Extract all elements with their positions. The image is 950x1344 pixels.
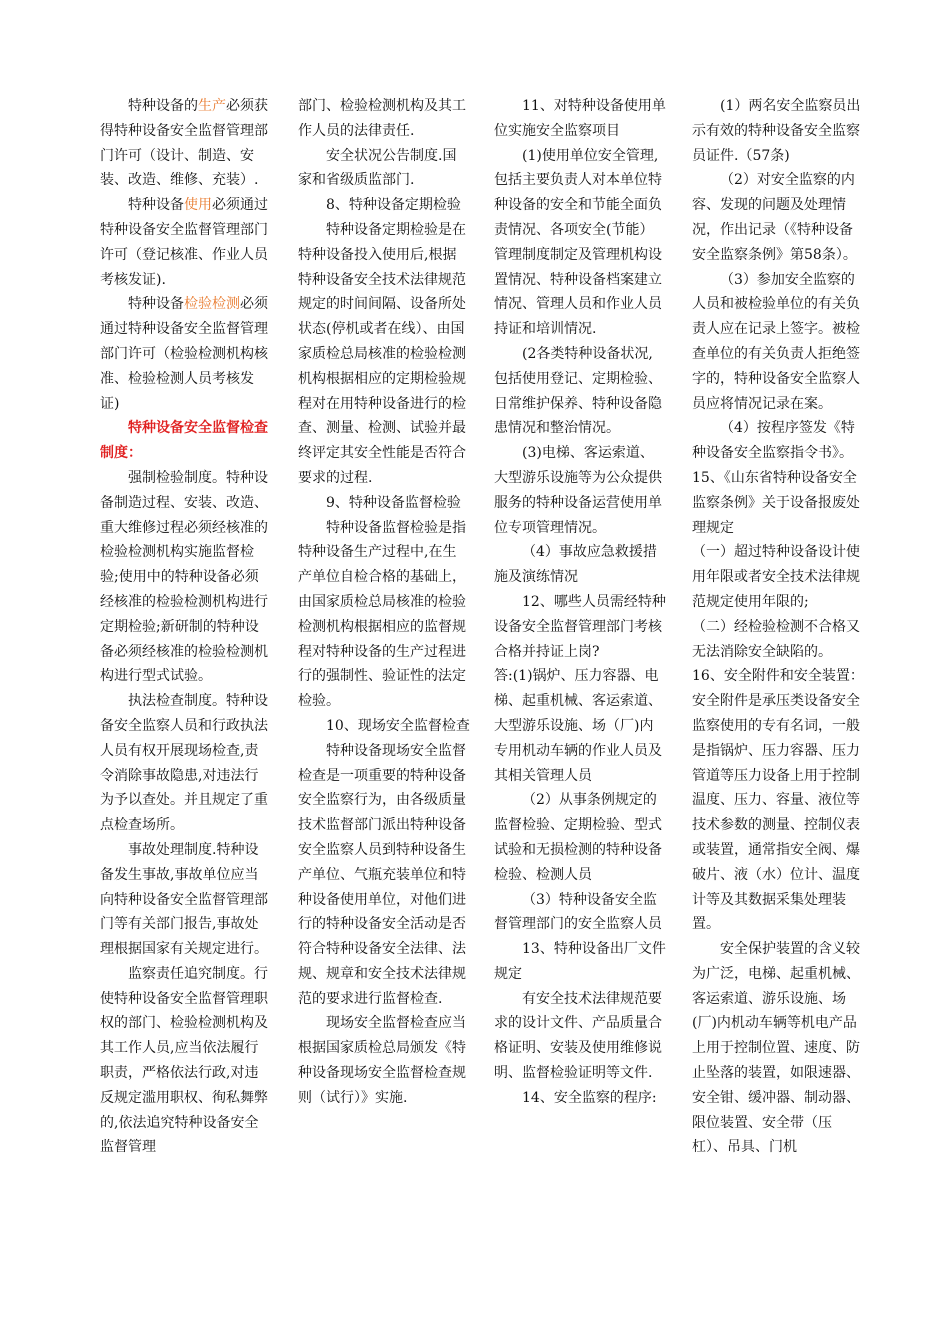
paragraph-onsite-rules: 现场安全监督检查应当根据国家质检总局颁发《特种设备现场安全监督检查规则（试行）》实施. bbox=[298, 1015, 466, 1106]
paragraph-scrap-1: （一）超过特种设备设计使用年限或者安全技术法律规范规定使用年限的; bbox=[692, 544, 860, 610]
column-4 bbox=[692, 94, 866, 1160]
text: 特种设备的 bbox=[128, 98, 198, 114]
section-heading-supervision-system: 特种设备安全监督检查制度： bbox=[100, 420, 268, 462]
highlight-use: 使用 bbox=[184, 197, 212, 214]
paragraph-item-2: (2各类特种设备状况,包括使用登记、定期检验、日常维护保养、特种设备隐患情况和整治情况。 bbox=[494, 345, 662, 437]
paragraph-continuation: 部门、检验检测机构及其工作人员的法律责任. bbox=[298, 98, 466, 139]
paragraph-answer-2: （2）从事条例规定的监督检验、定期检验、型式试验和无损检测的特种设备检验、检测人员 bbox=[494, 792, 662, 883]
paragraph-item-3: (3)电梯、客运索道、大型游乐设施等为公众提供服务的特种设备运营使用单位专项管理情况。 bbox=[494, 445, 662, 536]
heading-factory-documents: 13、特种设备出厂文件规定 bbox=[494, 941, 666, 982]
text: 必须获得特种设备安全监督管理部门许可（设计、制造、安装、改造、维修、充装）. bbox=[100, 98, 268, 189]
paragraph-scrap-2: （二）经检验检测不合格又无法消除安全缺陷的。 bbox=[692, 618, 860, 660]
paragraph-inspection-permit bbox=[100, 292, 268, 416]
paragraph-procedure-1: (1）两名安全监察员出示有效的特种设备安全监察员证件.（57条) bbox=[692, 98, 861, 164]
paragraph-procedure-4: （4）按程序签发《特种设备安全监察指令书》。 bbox=[692, 420, 855, 462]
paragraph-use-permit bbox=[100, 193, 268, 292]
paragraph-periodic-inspection: 特种设备定期检验是在特种设备投入使用后,根据特种设备安全技术法律规范规定的时间间隔、设备所处状态(停机或者在线）、由国家质检总局核准的检验检测机构根据相应的定期检验规程对在用特种设备进行的检查、测量、检测、试验并最终评定其安全性能是否符合要求的过程. bbox=[298, 221, 466, 486]
column-1 bbox=[100, 94, 268, 1160]
paragraph-procedure-2: （2）对安全监察的内容、发现的问题及处理情况，作出记录（《特种设备安全监察条例》第58条）。 bbox=[692, 172, 857, 263]
heading-certified-personnel: 12、哪些人员需经特种设备安全监督管理部门考核合格并持证上岗? bbox=[494, 593, 666, 660]
text: 必须通过特种设备安全监督管理部门许可（登记核准、作业人员考核发证). bbox=[100, 197, 268, 288]
paragraph-supervisory-inspection: 特种设备监督检验是指特种设备生产过程中,在生产单位自检合格的基础上，由国家质检总局核准的检验检测机构根据相应的监督规程对特种设备的生产过程进行的强制性、验证性的法定检验。 bbox=[298, 519, 466, 710]
paragraph-law-enforcement: 执法检查制度。特种设备安全监察人员和行政执法人员有权开展现场检查,责令消除事故隐患,对违法行为予以查处。并且规定了重点检查场所。 bbox=[100, 693, 268, 834]
heading-periodic-inspection: 8、特种设备定期检验 bbox=[326, 197, 461, 214]
paragraph-onsite-check: 特种设备现场安全监督检查是一项重要的特种设备安全监察行为，由各级质量技术监督部门派出特种设备安全监察人员到特种设备生产单位、气瓶充装单位和特种设备使用单位，对他们进行的特种设备安全活动是否符合特种设备安全法律、法规、规章和安全技术法律规范的要求进行监督检查. bbox=[298, 742, 466, 1007]
paragraph-accountability: 监察责任追究制度。行使特种设备安全监督管理职权的部门、检验检测机构及其工作人员,应当依法履行职责，严格依法行政,对违反规定滥用职权、徇私舞弊的,依法追究特种设备安全监督管理 bbox=[100, 965, 268, 1156]
column-3 bbox=[494, 94, 666, 1111]
highlight-production: 生产 bbox=[198, 98, 226, 114]
paragraph-answer-3: （3）特种设备安全监督管理部门的安全监察人员 bbox=[494, 891, 662, 933]
paragraph-production-permit bbox=[100, 94, 268, 193]
paragraph-procedure-3: （3）参加安全监察的人员和被检验单位的有关负责人应在记录上签字。被检查单位的有关负责人拒绝签字的，特种设备安全监察人员应将情况记录在案。 bbox=[692, 271, 860, 412]
heading-user-supervision: 11、对特种设备使用单位实施安全监察项目 bbox=[494, 98, 666, 139]
heading-scrap-rules: 15、《山东省特种设备安全监察条例》关于设备报废处理规定 bbox=[692, 469, 860, 536]
heading-supervisory-inspection: 9、特种设备监督检验 bbox=[326, 494, 461, 511]
paragraph-safety-devices: 安全保护装置的含义较为广泛，电梯、起重机械、客运索道、游乐设施、场(厂)内机动车辆等机电产品上用于控制位置、速度、防止坠落的装置，如限速器、安全钳、缓冲器、制动器、限位装置、安全带（压杠）、吊具、门机 bbox=[692, 941, 860, 1156]
highlight-inspection: 检验检测 bbox=[184, 296, 240, 313]
paragraph-accident-handling: 事故处理制度.特种设备发生事故,事故单位应当向特种设备安全监督管理部门等有关部门报告,事故处理根据国家有关规定进行。 bbox=[100, 841, 268, 958]
paragraph-item-1: (1)使用单位安全管理,包括主要负责人对本单位特种设备的安全和节能全面负责情况、各项安全(节能）管理制度制定及管理机构设置情况、特种设备档案建立情况、管理人员和作业人员持证和培训情况. bbox=[494, 147, 662, 338]
text: 特种设备 bbox=[128, 197, 184, 214]
paragraph-safety-accessories: 16、安全附件和安全装置：安全附件是承压类设备安全监察使用的专有名词，一般是指锅炉、压力容器、压力管道等压力设备上用于控制温度、压力、容量、液位等技术参数的测量、控制仪表或装置，通常指安全阀、爆破片、液（水）位计、温度计等及其数据采集处理装置。 bbox=[692, 668, 864, 933]
text: 特种设备 bbox=[128, 296, 184, 313]
heading-onsite-check: 10、现场安全监督检查 bbox=[326, 717, 470, 734]
paragraph-item-4: （4）事故应急救援措施及演练情况 bbox=[494, 544, 657, 586]
column-2 bbox=[298, 94, 470, 1111]
paragraph-mandatory-inspection: 强制检验制度。特种设备制造过程、安装、改造、重大维修过程必须经核准的检验检测机构实施监督检验;使用中的特种设备必须经核准的检验检测机构进行定期检验;新研制的特种设备必须经核准的检验检测机构进行型式试验。 bbox=[100, 469, 268, 685]
paragraph-factory-documents: 有安全技术法律规范要求的设计文件、产品质量合格证明、安装及使用维修说明、监督检验证明等文件. bbox=[494, 990, 662, 1082]
heading-procedure: 14、安全监察的程序: bbox=[522, 1089, 657, 1106]
paragraph-announcement: 安全状况公告制度.国家和省级质监部门. bbox=[298, 147, 457, 189]
text: 必须通过特种设备安全监督管理部门许可（检验检测机构核准、检验检测人员考核发证) bbox=[100, 296, 268, 412]
paragraph-answer-1: 答:(1)锅炉、压力容器、电梯、起重机械、客运索道、大型游乐设施、场（厂)内专用机动车辆的作业人员及其相关管理人员 bbox=[494, 668, 662, 784]
